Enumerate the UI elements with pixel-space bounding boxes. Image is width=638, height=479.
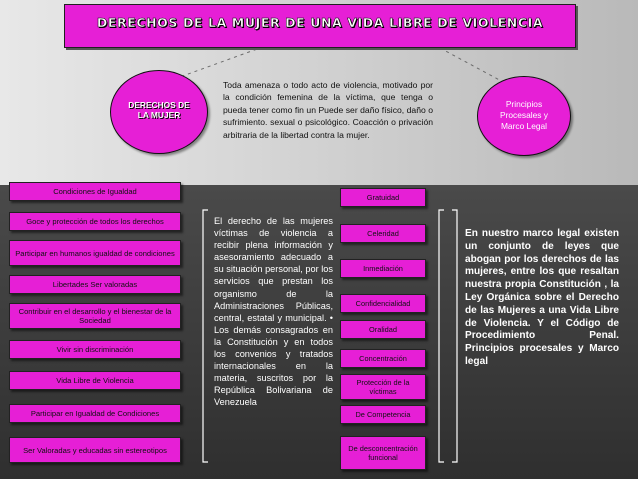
legal-description: En nuestro marco legal existen un conjunto de leyes que abogan por los derechos de las mujeres, entre los que resaltan nuestra propia Constitución , la Ley Orgánica sobre el Derecho de las Mujeres a una Vida Libre de Violencia. Y el Código de Procedimiento Penal. Principios procesales y Marco legal	[465, 228, 619, 367]
principle-item: Confidencialidad	[340, 294, 426, 313]
center-node-oval	[110, 70, 208, 154]
principle-item: Concentración	[340, 349, 426, 368]
right-item: Participar en Igualdad de Condiciones	[9, 404, 181, 423]
right-item: Vida Libre de Violencia	[9, 371, 181, 390]
principle-item: Gratuidad	[340, 188, 426, 207]
right-item: Ser Valoradas y educadas sin estereotipos	[9, 437, 181, 463]
rights-description: El derecho de las mujeres víctimas de violencia a recibir plena información y asesoramiento adecuado a su situación personal, por los servicios que prestan los organismo de la Administraciones Públicas, central, estatal y municipal. • Los demás consagrados en la Constitución y en todos los convenios y tratados internacionales en la materia, suscritos por la República Bolivariana de Venezuela	[214, 216, 333, 408]
principle-item: Celeridad	[340, 224, 426, 243]
right-item: Condiciones de Igualdad	[9, 182, 181, 201]
principle-item: Inmediación	[340, 259, 426, 278]
principle-item: Protección de la víctimas	[340, 374, 426, 400]
connector-title-right	[440, 48, 505, 83]
right-item: Vivir sin discriminación	[9, 340, 181, 359]
right-item: Contribuir en el desarrollo y el bienestar de la Sociedad	[9, 303, 181, 329]
intro-text: Toda amenaza o todo acto de violencia, motivado por la condición femenina de la víctima, que tenga o pueda tener como fin un Puede ser daño físico, daño o sufrimiento. sexual o psicológico. Coacción o privación arbitraria de la libertad contra la mujer.	[223, 80, 433, 140]
right-node-label: Principios Procesales y Marco Legal	[500, 99, 548, 131]
title-text: DERECHOS DE LA MUJER DE UNA VIDA LIBRE DE VIOLENCIA	[96, 15, 544, 30]
right-item: Participar en humanos igualdad de condiciones	[9, 240, 181, 266]
diagram-title	[64, 4, 576, 48]
principle-item: De Competencia	[340, 405, 426, 424]
right-node-oval	[477, 76, 571, 156]
principle-item: Oralidad	[340, 320, 426, 339]
right-item: Goce y protección de todos los derechos	[9, 212, 181, 231]
bracket-rights	[203, 210, 208, 462]
right-item: Libertades Ser valoradas	[9, 275, 181, 294]
bracket-principles-left	[439, 210, 444, 462]
bracket-principles-right	[452, 210, 457, 462]
center-node-label: DERECHOS DE LA MUJER	[128, 100, 190, 120]
principle-item: De desconcentración funcional	[340, 436, 426, 470]
